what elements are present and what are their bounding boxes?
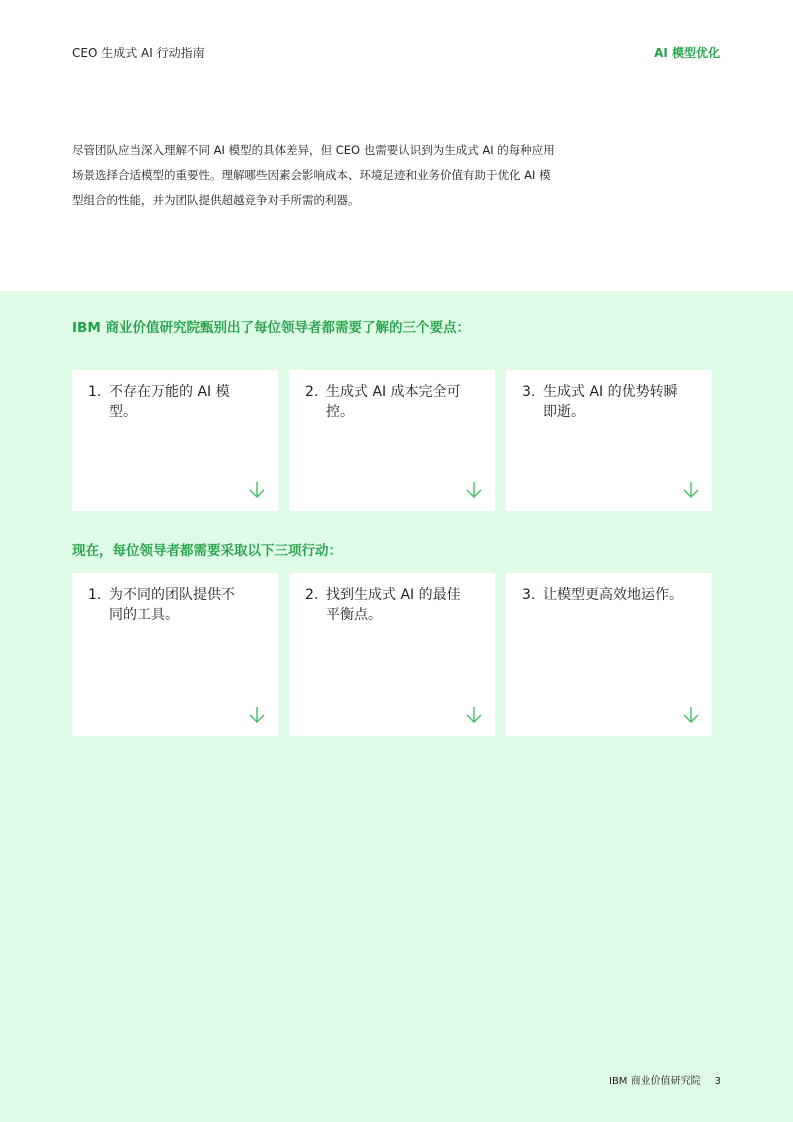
arrow-down-icon[interactable] bbox=[465, 706, 483, 724]
card-label: 找到生成式 AI 的最佳平衡点。 bbox=[326, 587, 461, 623]
arrow-down-icon[interactable] bbox=[682, 706, 700, 724]
card-label: 让模型更高效地运作。 bbox=[543, 587, 683, 603]
footer-org: IBM 商业价值研究院 bbox=[609, 1076, 701, 1087]
actions-heading: 现在，每位领导者都需要采取以下三项行动： bbox=[72, 543, 342, 559]
card-number: 1. bbox=[88, 587, 102, 603]
card-number: 1. bbox=[88, 384, 102, 400]
takeaway-card-1[interactable] bbox=[72, 370, 278, 511]
card-label: 生成式 AI 成本完全可控。 bbox=[326, 384, 461, 420]
card-label: 不存在万能的 AI 模型。 bbox=[109, 384, 230, 420]
section-title: AI 模型优化 bbox=[654, 46, 720, 60]
action-card-1[interactable] bbox=[72, 573, 278, 736]
takeaway-card-2[interactable] bbox=[289, 370, 495, 511]
intro-paragraph: 尽管团队应当深入理解不同 AI 模型的具体差异，但 CEO 也需要认识到为生成式 AI 的每种应用场景选择合适模型的重要性。理解哪些因素会影响成本、环境足迹和业务价值有助于优化 AI 模型组合的性能，并为团队提供超越竞争对手所需的利器。 bbox=[72, 143, 555, 207]
document-title: CEO 生成式 AI 行动指南 bbox=[72, 46, 205, 60]
action-card-3[interactable] bbox=[506, 573, 712, 736]
takeaways-cards bbox=[72, 370, 712, 511]
arrow-down-icon[interactable] bbox=[248, 481, 266, 499]
takeaway-card-3[interactable] bbox=[506, 370, 712, 511]
card-number: 3. bbox=[522, 587, 536, 603]
arrow-down-icon[interactable] bbox=[248, 706, 266, 724]
actions-cards bbox=[72, 573, 712, 736]
card-number: 2. bbox=[305, 587, 319, 603]
arrow-down-icon[interactable] bbox=[465, 481, 483, 499]
takeaways-heading: IBM 商业价值研究院甄别出了每位领导者都需要了解的三个要点： bbox=[72, 320, 470, 336]
page-footer bbox=[609, 1072, 721, 1087]
card-number: 2. bbox=[305, 384, 319, 400]
page-number: 3 bbox=[714, 1076, 721, 1087]
card-number: 3. bbox=[522, 384, 536, 400]
action-card-2[interactable] bbox=[289, 573, 495, 736]
card-label: 生成式 AI 的优势转瞬即逝。 bbox=[543, 384, 678, 420]
arrow-down-icon[interactable] bbox=[682, 481, 700, 499]
card-label: 为不同的团队提供不同的工具。 bbox=[109, 587, 235, 623]
